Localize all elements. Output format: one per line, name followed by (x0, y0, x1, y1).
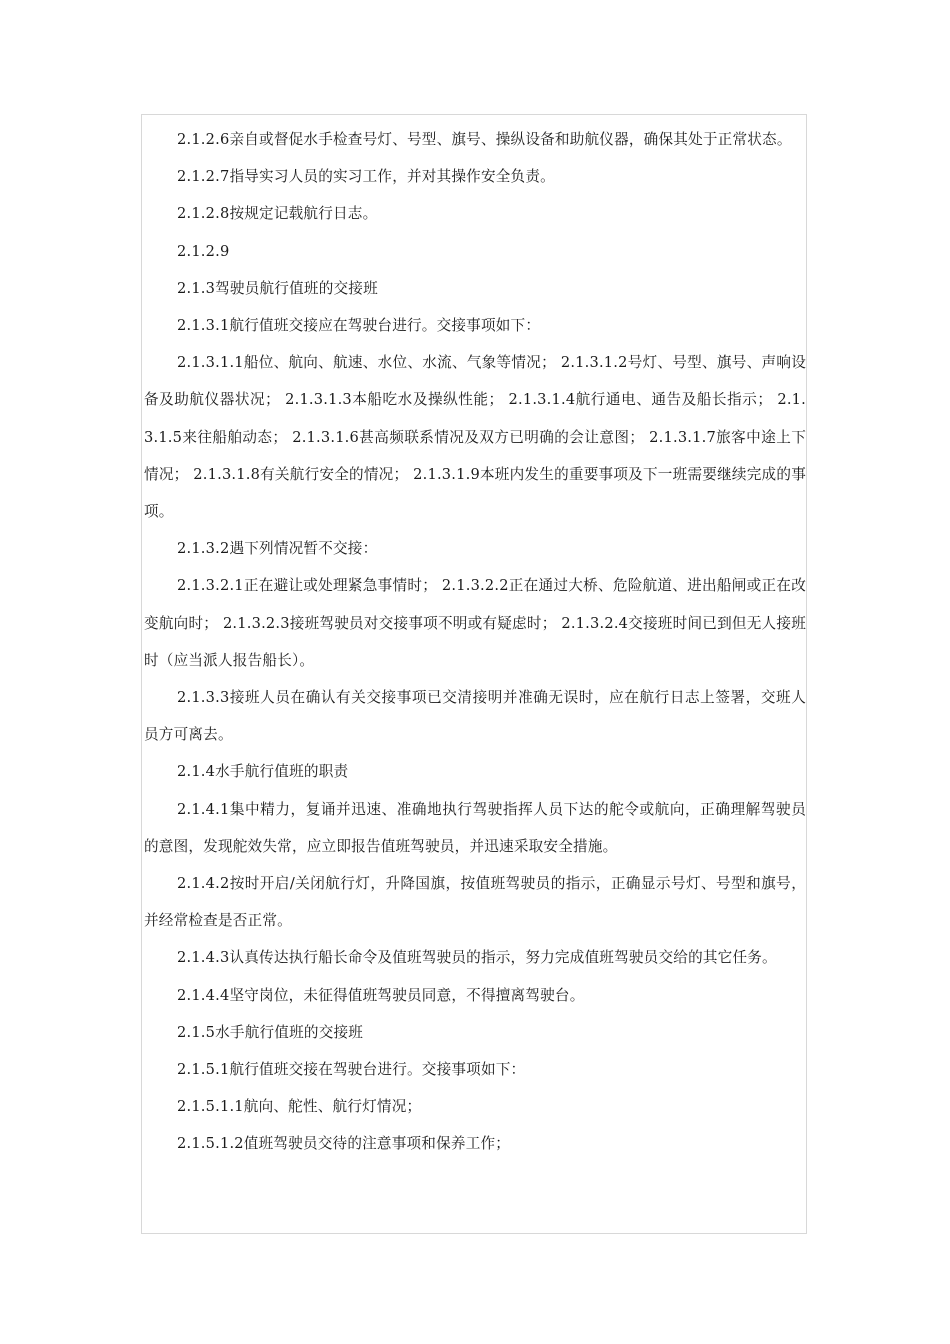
paragraph-2-1-5-1: 2.1.5.1航行值班交接在驾驶台进行。交接事项如下： (177, 1061, 526, 1079)
heading-2-1-4: 2.1.4水手航行值班的职责 (177, 763, 349, 781)
paragraph-2-1-4-3: 2.1.4.3认真传达执行船长命令及值班驾驶员的指示，努力完成值班驾驶员交给的其它任务。 (177, 949, 777, 967)
paragraph-2-1-2-7: 2.1.2.7指导实习人员的实习工作，并对其操作安全负责。 (177, 168, 555, 186)
paragraph-2-1-3-2: 2.1.3.2遇下列情况暂不交接： (177, 540, 378, 558)
heading-2-1-3: 2.1.3驾驶员航行值班的交接班 (177, 279, 378, 297)
paragraph-2-1-4-1: 2.1.4.1集中精力，复诵并迅速、准确地执行驾驶指挥人员下达的舵令或航向，正确理解驾驶员的意图，发现舵效失常，应立即报告值班驾驶员，并迅速采取安全措施。 (144, 800, 806, 855)
paragraph-2-1-3-2-items: 2.1.3.2.1正在避让或处理紧急事情时； 2.1.3.2.2正在通过大桥、危险航道、进出船闸或正在改变航向时； 2.1.3.2.3接班驾驶员对交接事项不明或有疑虑时； 2.1.3.2.4交接班时间已到但无人接班时（应当派人报告船长）。 (144, 577, 806, 669)
paragraph-2-1-4-4: 2.1.4.4坚守岗位，未征得值班驾驶员同意，不得擅离驾驶台。 (177, 986, 585, 1004)
paragraph-2-1-4-2: 2.1.4.2按时开启/关闭航行灯，升降国旗，按值班驾驶员的指示，正确显示号灯、号型和旗号，并经常检查是否正常。 (144, 875, 806, 930)
document-body (144, 121, 806, 1163)
paragraph-2-1-2-6: 2.1.2.6亲自或督促水手检查号灯、号型、旗号、操纵设备和助航仪器，确保其处于正常状态。 (177, 131, 792, 148)
paragraph-2-1-3-1: 2.1.3.1航行值班交接应在驾驶台进行。交接事项如下： (177, 317, 541, 335)
paragraph-2-1-3-1-items: 2.1.3.1.1船位、航向、航速、水位、水流、气象等情况； 2.1.3.1.2号灯、号型、旗号、声响设备及助航仪器状况； 2.1.3.1.3本船吃水及操纵性能； 2.1.3.1.4航行通电、通告及船长指示； 2.1.3.1.5来往船舶动态； 2.1.3.1.6甚高频联系情况及双方已明确的会让意图； 2.1.3.1.7旅客中途上下情况； 2.1.3.1.8有关航行安全的情况； 2.1.3.1.9本班内发生的重要事项及下一班需要继续完成的事项。 (144, 354, 806, 521)
paragraph-2-1-3-3: 2.1.3.3接班人员在确认有关交接事项已交清接明并准确无误时，应在航行日志上签署，交班人员方可离去。 (144, 689, 806, 744)
paragraph-2-1-5-1-1: 2.1.5.1.1航向、舵性、航行灯情况； (177, 1098, 422, 1116)
heading-2-1-5: 2.1.5水手航行值班的交接班 (177, 1023, 364, 1041)
paragraph-2-1-2-8: 2.1.2.8按规定记载航行日志。 (177, 205, 378, 223)
paragraph-2-1-5-1-2: 2.1.5.1.2值班驾驶员交待的注意事项和保养工作； (177, 1135, 511, 1153)
paragraph-2-1-2-9: 2.1.2.9 (177, 242, 230, 260)
